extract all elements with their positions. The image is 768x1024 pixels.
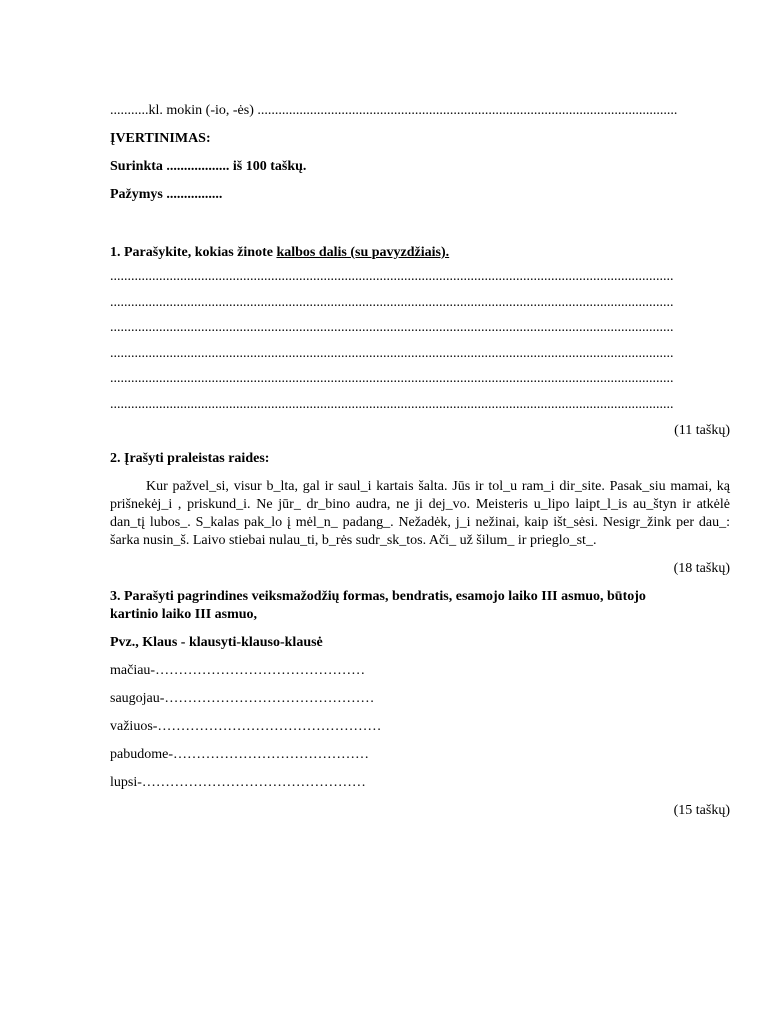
answer-line[interactable]: ................................................................................................................................................................. — [110, 269, 674, 284]
task-3-example: Pvz., Klaus - klausyti-klauso-klausė — [110, 634, 323, 650]
task-3-points: (15 taškų) — [673, 802, 730, 818]
task-3-heading-line-1: 3. Parašyti pagrindines veiksmažodžių formas, bendratis, esamojo laiko III asmuo, būtojo — [110, 588, 646, 604]
task-1-heading-prefix: 1. Parašykite, kokias žinote — [110, 245, 277, 260]
verb-fill-row[interactable]: važiuos-………………………………………… — [110, 718, 382, 734]
task-3-heading-line-2: kartinio laiko III asmuo, — [110, 606, 258, 622]
answer-line[interactable]: ................................................................................................................................................................. — [110, 294, 674, 310]
verb-fill-row[interactable]: saugojau-……………………………………… — [110, 690, 375, 706]
verb-fill-row[interactable]: mačiau-……………………………………… — [110, 662, 366, 678]
task-1-points: (11 taškų) — [674, 422, 730, 438]
task-1 — [110, 244, 730, 440]
worksheet-page — [110, 102, 730, 820]
task-1-heading-underlined: kalbos dalis (su pavyzdžiais). — [276, 245, 450, 260]
answer-line[interactable]: ................................................................................................................................................................. — [110, 396, 674, 412]
verb-fill-row[interactable]: pabudome-…………………………………… — [110, 746, 369, 762]
task-2-heading: 2. Įrašyti praleistas raides: — [110, 450, 270, 466]
task-2 — [110, 450, 730, 578]
task-2-text: Kur pažvel_si, visur b_lta, gal ir saul_i kartais šalta. Jūs ir tol_u ram_i dir_site. Pasak_siu mamai, ką prišnekėj_i , priskund_i. Ne jūr_ dr_bino audra, ne ji dej_vo. Meisteris u_lipo laipt_l_is au_štyn ir atkėlė dan_tį lubos_. S_kalas pak_lo į mėl_n_ padang_. Nežadėk, j_i nežinai, kaip išt_sėsi. Nesigr_žink per dau_: šarka nusin_š. Laivo stiebai nulau_ti, b_rės sudr_sk_tos. Ači_ už šilum_ ir prieglo_st_. — [110, 478, 730, 548]
student-info-line: ...........kl. mokin (-io, -ės) ........................................................................................................................ — [110, 103, 678, 118]
task-3 — [110, 588, 730, 820]
grade-line: Pažymys ................ — [110, 187, 223, 202]
task-1-heading — [110, 244, 730, 262]
answer-line[interactable]: ................................................................................................................................................................. — [110, 345, 674, 361]
answer-line[interactable]: ................................................................................................................................................................. — [110, 371, 674, 387]
task-2-points: (18 taškų) — [673, 560, 730, 576]
answer-line[interactable]: ................................................................................................................................................................. — [110, 320, 674, 336]
evaluation-heading: ĮVERTINIMAS: — [110, 131, 211, 146]
collected-points-line: Surinkta .................. iš 100 taškų. — [110, 159, 307, 174]
verb-fill-row[interactable]: lupsi-………………………………………… — [110, 774, 366, 790]
